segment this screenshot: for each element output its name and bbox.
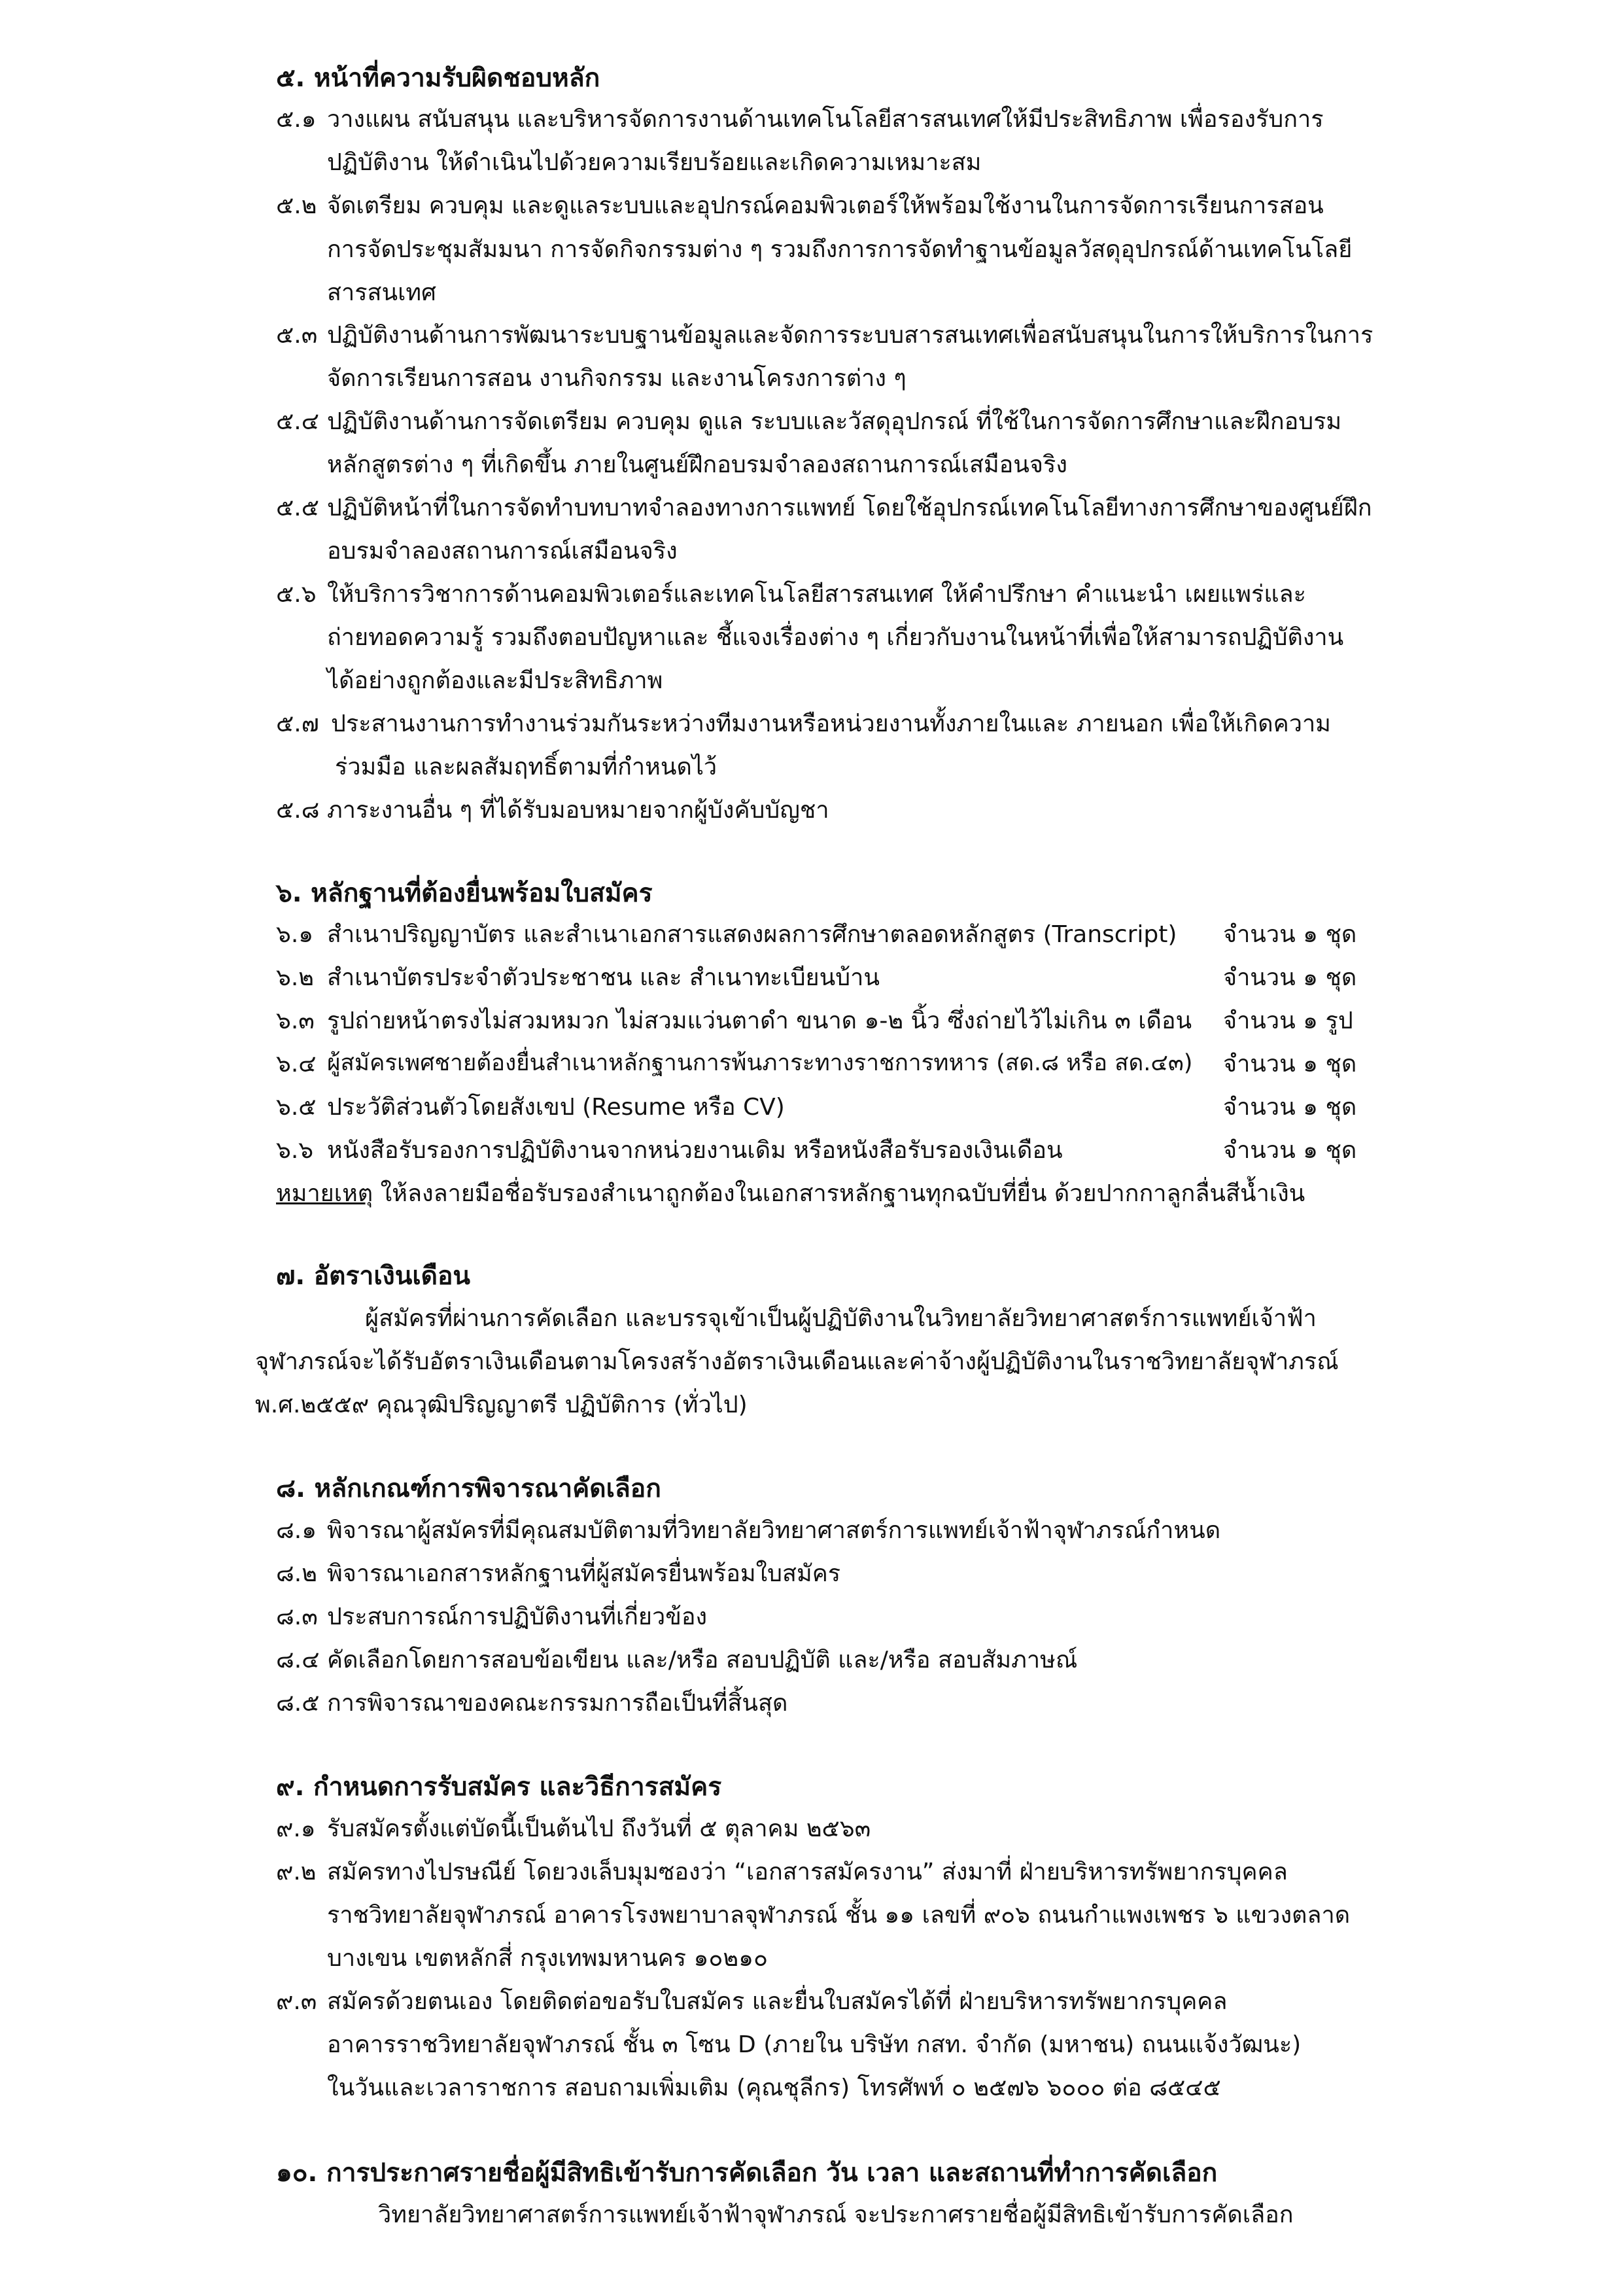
section-10-title: ๑๐. การประกาศรายชื่อผู้มีสิทธิเข้ารับการคัดเลือก วัน เวลา และสถานที่ทำการคัดเลือก [276,2158,1218,2188]
item-line: ภาระงานอื่น ๆ ที่ได้รับมอบหมายจากผู้บังคับบัญชา [327,797,829,824]
criteria-text: พิจารณาผู้สมัครที่มีคุณสมบัติตามที่วิทยาลัยวิทยาศาสตร์การแพทย์เจ้าฟ้าจุฬาภรณ์กำหนด [327,1517,1221,1544]
evidence-text: สำเนาบัตรประจำตัวประชาชน และ สำเนาทะเบียนบ้าน [327,964,880,991]
item-number: ๖.๑ [276,921,314,948]
item-number: ๕.๓ [276,322,318,349]
salary-paragraph-line: ผู้สมัครที่ผ่านการคัดเลือก และบรรจุเข้าเป็นผู้ปฏิบัติงานในวิทยาลัยวิทยาศาสตร์การแพทย์เจ้าฟ้า [365,1305,1317,1332]
evidence-text: ประวัติส่วนตัวโดยสังเขป (Resume หรือ CV) [327,1094,785,1121]
evidence-text: รูปถ่ายหน้าตรงไม่สวมหมวก ไม่สวมแว่นตาดำ ขนาด ๑-๒ นิ้ว ซึ่งถ่ายไว้ไม่เกิน ๓ เดือน [327,1007,1192,1034]
evidence-quantity: จำนวน ๑ ชุด [1223,1137,1357,1164]
criteria-text: คัดเลือกโดยการสอบข้อเขียน และ/หรือ สอบปฏิบัติ และ/หรือ สอบสัมภาษณ์ [327,1647,1078,1673]
item-number: ๘.๑ [276,1517,317,1544]
item-number: ๕.๕ [276,495,319,521]
section-8-title: ๘. หลักเกณฑ์การพิจารณาคัดเลือก [276,1474,661,1503]
item-number: ๖.๓ [276,1007,315,1034]
item-line: สารสนเทศ [327,279,436,306]
salary-paragraph-line: จุฬาภรณ์จะได้รับอัตราเงินเดือนตามโครงสร้างอัตราเงินเดือนและค่าจ้างผู้ปฏิบัติงานในราชวิทยาลัยจุฬาภรณ์ [255,1348,1339,1375]
note-text: ให้ลงลายมือชื่อรับรองสำเนาถูกต้องในเอกสารหลักฐานทุกฉบับที่ยื่น ด้วยปากกาลูกลื่นสีน้ำเงิน [373,1180,1305,1207]
item-line: จัดการเรียนการสอน งานกิจกรรม และงานโครงการต่าง ๆ [327,365,907,392]
item-number: ๕.๘ [276,797,320,824]
item-line: การจัดประชุมสัมมนา การจัดกิจกรรมต่าง ๆ รวมถึงการการจัดทำฐานข้อมูลวัสดุอุปกรณ์ด้านเทคโนโลยี [327,236,1353,263]
item-line: บางเขน เขตหลักสี่ กรุงเทพมหานคร ๑๐๒๑๐ [327,1945,768,1972]
evidence-quantity: จำนวน ๑ รูป [1223,1007,1353,1034]
section-9-title: ๙. กำหนดการรับสมัคร และวิธีการสมัคร [276,1772,722,1802]
item-number: ๘.๓ [276,1603,318,1630]
item-line: ปฏิบัติหน้าที่ในการจัดทำบทบาทจำลองทางการแพทย์ โดยใช้อุปกรณ์เทคโนโลยีทางการศึกษาของศูนย์ฝึก [327,495,1372,521]
item-number: ๕.๗ [276,710,319,737]
evidence-quantity: จำนวน ๑ ชุด [1223,964,1357,991]
criteria-text: พิจารณาเอกสารหลักฐานที่ผู้สมัครยื่นพร้อมใบสมัคร [327,1560,841,1587]
item-line: ให้บริการวิชาการด้านคอมพิวเตอร์และเทคโนโลยีสารสนเทศ ให้คำปรึกษา คำแนะนำ เผยแพร่และ [327,581,1306,608]
item-line: ปฏิบัติงาน ให้ดำเนินไปด้วยความเรียบร้อยและเกิดความเหมาะสม [327,149,982,176]
item-number: ๙.๓ [276,1988,317,2015]
item-line: อาคารราชวิทยาลัยจุฬาภรณ์ ชั้น ๓ โซน D (ภายใน บริษัท กสท. จำกัด (มหาชน) ถนนแจ้งวัฒนะ) [327,2031,1302,2058]
item-line: ได้อย่างถูกต้องและมีประสิทธิภาพ [327,667,663,694]
item-line: รับสมัครตั้งแต่บัดนี้เป็นต้นไป ถึงวันที่ ๕ ตุลาคม ๒๕๖๓ [327,1815,871,1842]
item-number: ๕.๒ [276,192,317,219]
criteria-text: ประสบการณ์การปฏิบัติงานที่เกี่ยวข้อง [327,1603,708,1630]
item-line: ราชวิทยาลัยจุฬาภรณ์ อาคารโรงพยาบาลจุฬาภรณ์ ชั้น ๑๑ เลขที่ ๙๐๖ ถนนกำแพงเพชร ๖ แขวงตลาด [327,1902,1351,1929]
item-line: จัดเตรียม ควบคุม และดูแลระบบและอุปกรณ์คอมพิวเตอร์ให้พร้อมใช้งานในการจัดการเรียนการสอน [327,192,1324,219]
item-number: ๘.๒ [276,1560,317,1587]
item-line: ประสานงานการทำงานร่วมกันระหว่างทีมงานหรือหน่วยงานทั้งภายในและ ภายนอก เพื่อให้เกิดความ [331,710,1331,737]
item-line: วางแผน สนับสนุน และบริหารจัดการงานด้านเทคโนโลยีสารสนเทศให้มีประสิทธิภาพ เพื่อรองรับการ [327,106,1324,133]
section-5-title: ๕. หน้าที่ความรับผิดชอบหลัก [276,63,600,93]
evidence-text: ผู้สมัครเพศชายต้องยื่นสำเนาหลักฐานการพ้นภาระทางราชการทหาร (สด.๘ หรือ สด.๔๓) [327,1050,1193,1076]
item-line: ปฏิบัติงานด้านการจัดเตรียม ควบคุม ดูแล ระบบและวัสดุอุปกรณ์ ที่ใช้ในการจัดการศึกษาและฝึกอบรม [327,408,1342,435]
item-number: ๘.๕ [276,1690,320,1717]
item-line: ปฏิบัติงานด้านการพัฒนาระบบฐานข้อมูลและจัดการระบบสารสนเทศเพื่อสนับสนุนในการให้บริการในการ [327,322,1373,349]
item-number: ๘.๔ [276,1647,320,1673]
evidence-note [276,1174,1305,1212]
evidence-text: สำเนาปริญญาบัตร และสำเนาเอกสารแสดงผลการศึกษาตลอดหลักสูตร (Transcript) [327,921,1177,948]
item-line: ในวันและเวลาราชการ สอบถามเพิ่มเติม (คุณชุลีกร) โทรศัพท์ ๐ ๒๕๗๖ ๖๐๐๐ ต่อ ๘๕๔๕ [327,2075,1221,2101]
item-line: ถ่ายทอดความรู้ รวมถึงตอบปัญหาและ ชี้แจงเรื่องต่าง ๆ เกี่ยวกับงานในหน้าที่เพื่อให้สามารถปฏิบัติงาน [327,624,1344,651]
item-number: ๖.๕ [276,1094,317,1121]
item-number: ๖.๖ [276,1137,314,1164]
salary-paragraph-line: พ.ศ.๒๕๕๙ คุณวุฒิปริญญาตรี ปฏิบัติการ (ทั่วไป) [255,1392,748,1418]
evidence-quantity: จำนวน ๑ ชุด [1223,1051,1357,1077]
item-line: อบรมจำลองสถานการณ์เสมือนจริง [327,538,678,565]
item-number: ๖.๒ [276,964,315,991]
item-line: ร่วมมือ และผลสัมฤทธิ์ตามที่กำหนดไว้ [335,754,717,780]
note-label: หมายเหตุ [276,1180,373,1207]
item-number: ๕.๔ [276,408,319,435]
item-line: หลักสูตรต่าง ๆ ที่เกิดขึ้น ภายในศูนย์ฝึกอบรมจำลองสถานการณ์เสมือนจริง [327,451,1067,478]
evidence-quantity: จำนวน ๑ ชุด [1223,1094,1357,1121]
item-number: ๙.๑ [276,1815,316,1842]
section-7-title: ๗. อัตราเงินเดือน [276,1261,471,1291]
item-number: ๙.๒ [276,1859,317,1885]
item-number: ๖.๔ [276,1051,317,1077]
item-number: ๕.๖ [276,581,317,608]
section-6-title: ๖. หลักฐานที่ต้องยื่นพร้อมใบสมัคร [276,879,653,908]
item-line: สมัครด้วยตนเอง โดยติดต่อขอรับใบสมัคร และยื่นใบสมัครได้ที่ ฝ่ายบริหารทรัพยากรบุคคล [327,1988,1228,2015]
evidence-text: หนังสือรับรองการปฏิบัติงานจากหน่วยงานเดิม หรือหนังสือรับรองเงินเดือน [327,1137,1063,1164]
item-number: ๕.๑ [276,106,317,133]
criteria-text: การพิจารณาของคณะกรรมการถือเป็นที่สิ้นสุด [327,1690,788,1717]
announcement-paragraph-line: วิทยาลัยวิทยาศาสตร์การแพทย์เจ้าฟ้าจุฬาภรณ์ จะประกาศรายชื่อผู้มีสิทธิเข้ารับการคัดเลือก [378,2201,1294,2228]
item-line: สมัครทางไปรษณีย์ โดยวงเล็บมุมซองว่า “เอกสารสมัครงาน” ส่งมาที่ ฝ่ายบริหารทรัพยากรบุคคล [327,1859,1288,1885]
evidence-quantity: จำนวน ๑ ชุด [1223,921,1357,948]
